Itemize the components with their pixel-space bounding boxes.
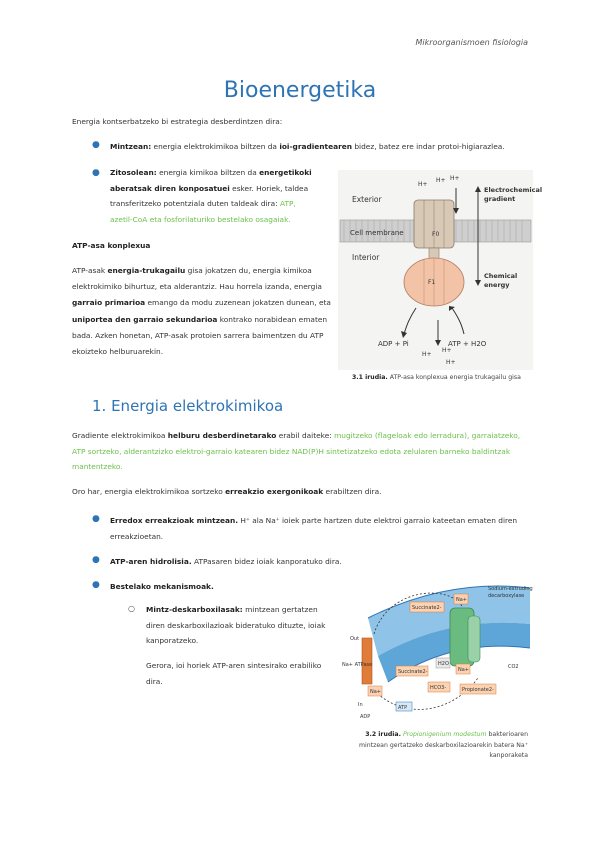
label-na-in: Na+ <box>458 667 469 673</box>
bullet-dot: ● <box>92 555 100 565</box>
section1-paragraph1: Gradiente elektrokimikoa helburu desberdinetarako erabil daiteke: mugitzeko (flageloak edo lerradura), garraiatzeko, ATP sortzeko, alderantzizko elektroi-garraio katearen bidez NAD(P)H sintetizatzeko edota zelularen barneko baldintzak mantentzeko. <box>72 431 521 471</box>
atpase-heading: ATP-asa konplexua <box>72 241 151 250</box>
label-na-atpase: Na+ <box>370 689 381 695</box>
label-propionate: Propionate2- <box>462 687 494 693</box>
atp-synthase-figure <box>338 170 543 370</box>
label-gradient: gradient <box>484 195 516 203</box>
label-atp: ATP <box>398 705 408 711</box>
label-h: H+ <box>446 359 456 366</box>
label-exterior: Exterior <box>352 195 382 204</box>
label-electrochemical: Electrochemical <box>484 186 543 194</box>
bullet-zitosolean: Zitosolean: energia kimikoa biltzen da energetikoki aberatsak diren konposatuei esker. Horiek, taldea transferitzeko potentziala duten taldeak dira: ATP, azetil-CoA eta fosforilaturiko bestelako osagaiak. <box>110 168 312 224</box>
sub-bullet-extra: Gerora, ioi horiek ATP-aren sintesirako erabiliko dira. <box>146 661 322 686</box>
label-h: H+ <box>436 177 446 184</box>
intro-text: Energia kontserbatzeko bi estrategia desberdintzen dira: <box>72 117 283 126</box>
label-h2o: H2O <box>438 661 449 667</box>
bullet-mintzean: Mintzean: energia elektrokimikoa biltzen da ioi-gradientearen bidez, batez ere indar protoi-higiarazlea. <box>110 142 505 151</box>
label-co2: CO2 <box>508 664 519 670</box>
label-h: H+ <box>450 175 460 182</box>
label-h: H+ <box>442 347 452 354</box>
bullet-dot: ● <box>92 140 100 150</box>
label-interior: Interior <box>352 253 380 262</box>
label-succinate-in: Succinate2- <box>398 669 428 675</box>
label-h: H+ <box>418 181 428 188</box>
bullet-dot: ● <box>92 168 100 178</box>
figure1-caption: 3.1 irudia. ATP-asa konplexua energia trukagailu gisa <box>352 374 521 381</box>
page-header: Mikroorganismoen fisiologia <box>415 38 528 47</box>
label-sodium-extruding: Sodium-extruding <box>488 586 533 592</box>
bullet-dot: ● <box>92 580 100 590</box>
label-f0: F0 <box>432 231 440 238</box>
sub-bullet-circle: ○ <box>128 604 135 613</box>
label-h: H+ <box>422 351 432 358</box>
section1-heading: 1. Energia elektrokimikoa <box>92 397 284 415</box>
label-na-out: Na+ <box>456 597 467 603</box>
decarboxylase-figure <box>338 578 533 724</box>
label-chemical: Chemical <box>484 272 518 280</box>
label-f1: F1 <box>428 279 436 286</box>
bullet-bestelako: Bestelako mekanismoak. <box>110 582 214 591</box>
label-membrane: Cell membrane <box>350 229 404 237</box>
label-decarboxylase: decarboxylase <box>488 593 525 599</box>
label-hco3: HCO3- <box>430 685 447 691</box>
figure2-caption: 3.2 irudia. Propionigenium modestum bakterioaren mintzean gertatzeko deskarboxilazioarekin batera Na⁺ kanporaketa <box>359 731 528 759</box>
label-in: In <box>358 702 363 708</box>
page-title: Bioenergetika <box>223 78 377 103</box>
label-adp: ADP <box>360 714 371 720</box>
label-energy: energy <box>484 281 510 289</box>
label-succinate-out: Succinate2- <box>412 605 442 611</box>
label-out: Out <box>350 636 360 642</box>
atpase-paragraph: ATP-asak energia-trukagailu gisa jokatzen du, energia kimikoa elektrokimiko bihurtuz, eta alderantziz. Hau horrela izanda, energia garraio primarioa emango da modu zuzenean jokatzen dunean, eta uniportea den garraio sekundarioa kontrako norabidean ematen bada. Azken honetan, ATP-asak protoien sarrera baimentzen du ATP ekoizteko helburuarekin. <box>72 266 331 357</box>
section1-paragraph2: Oro har, energia elektrokimikoa sortzeko erreakzio exergonikoak erabiltzen dira. <box>72 487 382 496</box>
sub-bullet-deskarboxilasak: Mintz-deskarboxilasak: mintzean gertatzen diren deskarboxilazioak bideratuko dituzte, ioiak kanporatzeko. <box>146 605 326 645</box>
bullet-erredox: Erredox erreakzioak mintzean. H⁺ ala Na⁺ ioiek parte hartzen dute elektroi garraio kateetan ematen diren erreakzioetan. <box>110 516 518 541</box>
label-natpase: Na+ ATPase <box>342 662 373 668</box>
bullet-atp-hidrolisia: ATP-aren hidrolisia. ATPasaren bidez ioiak kanporatuko dira. <box>110 557 342 566</box>
bullet-dot: ● <box>92 514 100 524</box>
label-adp: ADP + Pi <box>378 340 409 348</box>
label-atp: ATP + H2O <box>448 340 487 348</box>
